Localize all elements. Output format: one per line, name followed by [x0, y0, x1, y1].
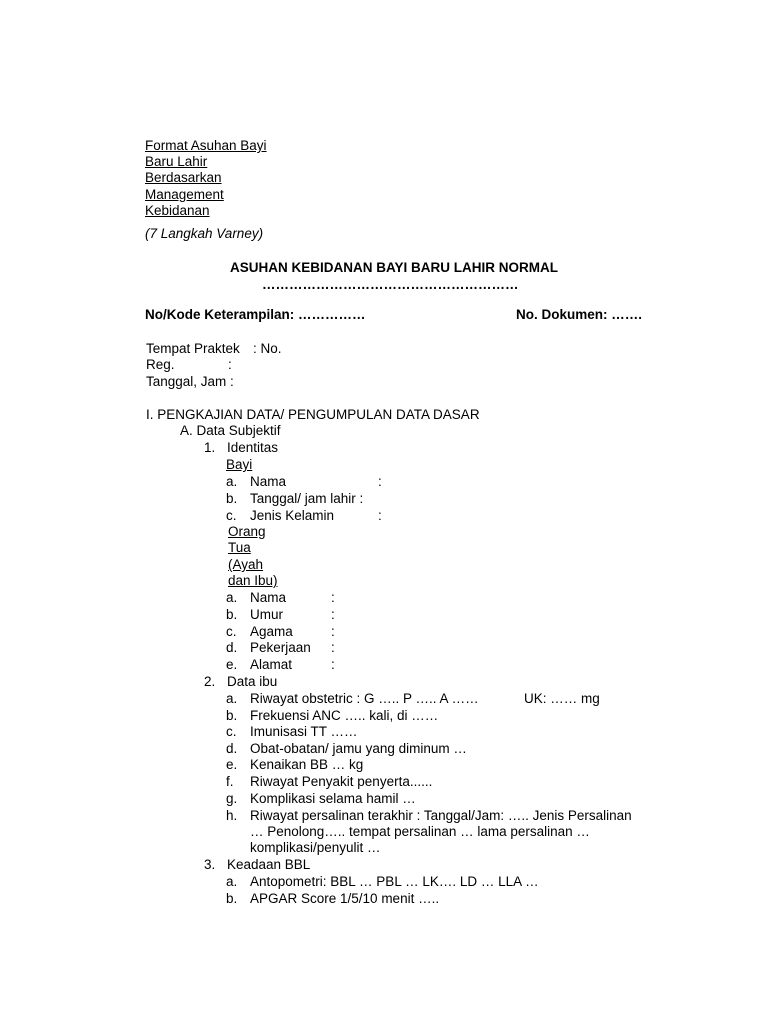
subsection-a: A. Data Subjektif	[180, 423, 281, 438]
list-letter: d.	[226, 741, 238, 756]
list-label: Nama	[250, 590, 287, 605]
list-letter: c.	[226, 724, 237, 739]
list-label: Agama	[250, 624, 293, 639]
reg-label: Reg.	[146, 357, 175, 372]
list-text-continued: … Penolong….. tempat persalinan … lama persalinan …	[250, 824, 590, 839]
header-line-2: Baru Lahir	[145, 154, 208, 169]
list-letter: b.	[226, 891, 238, 906]
list-label: Alamat	[250, 657, 293, 672]
ortu-heading-line: Tua	[228, 540, 251, 555]
reg-colon: :	[228, 357, 232, 372]
skill-code: No/Kode Keterampilan: ……………	[145, 307, 366, 322]
list-label: Umur	[250, 607, 283, 622]
list-label: Tanggal/ jam lahir :	[250, 491, 364, 506]
list-letter: h.	[226, 808, 238, 823]
identitas-label: Identitas	[227, 440, 279, 455]
list-text: Imunisasi TT ……	[250, 724, 358, 739]
tanggal-label: Tanggal, Jam :	[146, 374, 234, 389]
list-text: Kenaikan BB … kg	[250, 757, 364, 772]
list-letter: a.	[226, 874, 238, 889]
list-letter: g.	[226, 791, 238, 806]
list-colon: :	[331, 607, 335, 622]
list-letter: a.	[226, 590, 238, 605]
list-text: Antopometri: BBL … PBL … LK…. LD … LLA …	[250, 874, 539, 889]
list-label: Pekerjaan	[250, 640, 311, 655]
list-text: Riwayat Penyakit penyerta......	[250, 774, 433, 789]
ortu-heading-line: Orang	[228, 524, 266, 539]
list-colon: :	[331, 590, 335, 605]
header-line-3: Berdasarkan	[145, 170, 222, 185]
list-text-extra: UK: …… mg	[524, 691, 600, 706]
list-letter: c.	[226, 508, 237, 523]
list-colon: :	[378, 474, 382, 489]
tempat-value: : No.	[253, 341, 282, 356]
list-letter: b.	[226, 607, 238, 622]
ortu-heading-line: dan Ibu)	[228, 573, 278, 588]
list-letter: c.	[226, 624, 237, 639]
list-letter: b.	[226, 708, 238, 723]
title-dots: …………………………………………………	[262, 277, 519, 292]
list-text: APGAR Score 1/5/10 menit …..	[250, 891, 440, 906]
header-line-5: Kebidanan	[145, 203, 210, 218]
list-label: Jenis Kelamin	[250, 508, 335, 523]
header-line-1: Format Asuhan Bayi	[145, 138, 267, 153]
list-colon: :	[331, 640, 335, 655]
list-letter: e.	[226, 757, 238, 772]
list-label: Nama	[250, 474, 287, 489]
bayi-heading: Bayi	[226, 457, 253, 472]
list-text: Obat-obatan/ jamu yang diminum …	[250, 741, 467, 756]
list-colon: :	[378, 508, 382, 523]
section-heading: I. PENGKAJIAN DATA/ PENGUMPULAN DATA DASAR	[146, 407, 480, 422]
data-ibu-label: Data ibu	[227, 674, 278, 689]
list-text: Komplikasi selama hamil …	[250, 791, 416, 806]
list-colon: :	[331, 624, 335, 639]
item-num: 2.	[204, 674, 216, 689]
list-text: Riwayat persalinan terakhir : Tanggal/Jam: ….. Jenis Persalinan	[250, 808, 632, 823]
header-subtitle: (7 Langkah Varney)	[145, 226, 264, 241]
list-letter: d.	[226, 640, 238, 655]
list-letter: a.	[226, 691, 238, 706]
document-number: No. Dokumen: …….	[516, 307, 643, 322]
tempat-label: Tempat Praktek	[146, 341, 240, 356]
ortu-heading-line: (Ayah	[228, 557, 264, 572]
list-letter: f.	[226, 774, 234, 789]
list-text: Riwayat obstetric : G ….. P ….. A ……	[250, 691, 479, 706]
header-line-4: Management	[145, 187, 224, 202]
item-num: 1.	[204, 440, 216, 455]
list-colon: :	[331, 657, 335, 672]
list-letter: b.	[226, 491, 238, 506]
list-text: Frekuensi ANC ….. kali, di ……	[250, 708, 439, 723]
document-title: ASUHAN KEBIDANAN BAYI BARU LAHIR NORMAL	[230, 260, 559, 275]
list-text-continued: komplikasi/penyulit …	[250, 840, 381, 855]
item-num: 3.	[204, 857, 216, 872]
list-letter: a.	[226, 474, 238, 489]
list-letter: e.	[226, 657, 238, 672]
keadaan-label: Keadaan BBL	[227, 857, 311, 872]
